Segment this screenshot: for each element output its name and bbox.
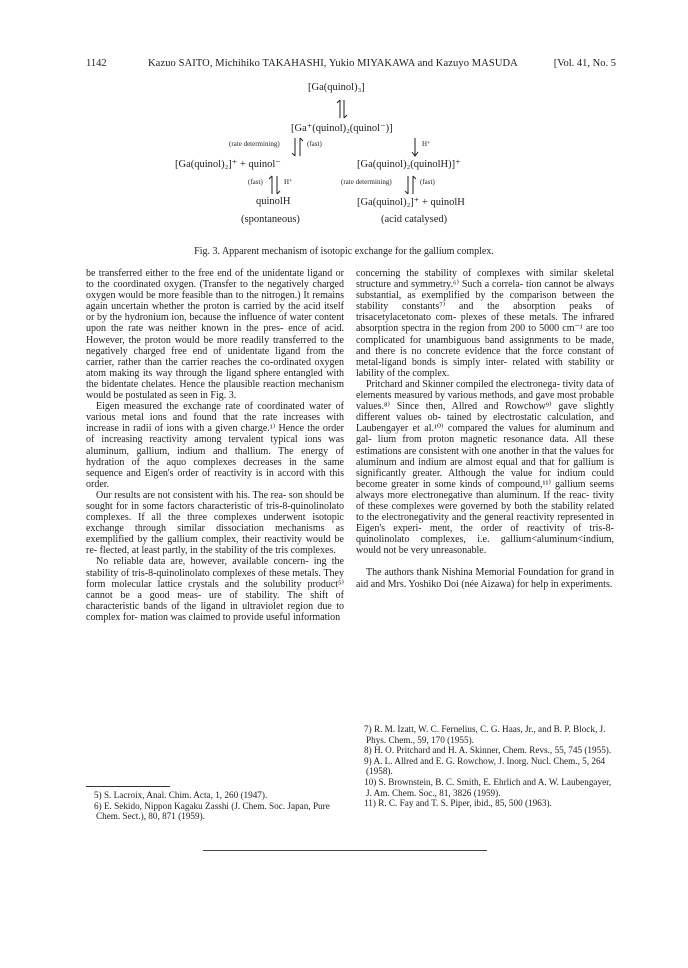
page-number: 1142 bbox=[86, 58, 107, 69]
scheme-left-final: quinolH bbox=[256, 196, 291, 207]
footnotes-left bbox=[86, 790, 344, 822]
footnote-8: 8) H. O. Pritchard and H. A. Skinner, Chem. Revs., 55, 745 (1955). bbox=[364, 745, 612, 756]
right-column bbox=[356, 268, 614, 590]
paragraph: Eigen measured the exchange rate of coordinated water of various metal ions and found that the rate increases with increase in radii of ions with a given charge.¹⁾ Hence the order of increasing reactivity among tervalent typical ions was aluminum, gallium, indium and thallium. The energy of hydration of the aquo complexes decreases in the same sequence and Eigen's order of reactivity is in accord with this order. bbox=[86, 401, 344, 490]
footnote-9: 9) A. L. Allred and E. G. Rowchow, J. Inorg. Nucl. Chem., 5, 264 (1958). bbox=[364, 755, 606, 777]
footnote-6: 6) E. Sekido, Nippon Kagaku Zasshi (J. Chem. Soc. Japan, Pure Chem. Sect.), 80, 871 (1959). bbox=[94, 800, 330, 822]
header-authors: Kazuo SAITO, Michihiko TAKAHASHI, Yukio MIYAKAWA and Kazuyo MASUDA bbox=[148, 58, 518, 69]
acknowledgement: The authors thank Nishina Memorial Foundation for grand in aid and Mrs. Yoshiko Doi (née Aizawa) for help in experiments. bbox=[356, 567, 614, 590]
footnote-10: 10) S. Brownstein, B. C. Smith, E. Ehrlich and A. W. Laubengayer, J. Am. Chem. Soc., 81, 3826 (1959). bbox=[364, 776, 612, 798]
equilibrium-arrow-left-lower bbox=[268, 174, 282, 196]
scheme-left-product: [Ga(quinol)₂]⁺ + quinol⁻ bbox=[175, 159, 281, 170]
equilibrium-arrow-top bbox=[335, 98, 349, 120]
scheme-label-fast-left: (fast) bbox=[248, 178, 263, 186]
header-volume: [Vol. 41, No. 5 bbox=[553, 58, 616, 69]
paragraph: Pritchard and Skinner compiled the electronega- tivity data of elements measured by various methods, and gave most probable values.⁸⁾ Since then, Allred and Rowchow⁹⁾ gave slightly different values ob- tained by electrostatic calculation, and Laubengayer et al.¹⁰⁾ compared the values for aluminum and gal- lium from proton magnetic resonance data. All these estimations are consistent with one another in that the values for aluminum and indium are almost equal and that for gallium is significantly greater. Although the value for indium could become greater in some kinds of compound,¹¹⁾ gallium seems always more electronegative than aluminum. If the reac- tivity of these complexes were governed by both the stability related to the electronegativity and the general reactivity represented in Eigen's experi- ment, the order of reactivity of tris-8-quinolinolato complexes, i.e. gallium<aluminum<indium, would not be very unreasonable. bbox=[356, 378, 614, 557]
scheme-left-path-type: (spontaneous) bbox=[241, 214, 300, 225]
left-column bbox=[86, 268, 344, 623]
scheme-label-rate-determining: (rate determining) bbox=[229, 140, 280, 148]
scheme-right-product: [Ga(quinol)₂(quinolH)]⁺ bbox=[357, 159, 461, 170]
figure-caption: Fig. 3. Apparent mechanism of isotopic exchange for the gallium complex. bbox=[194, 246, 494, 257]
paragraph: be transferred either to the free end of the unidentate ligand or to the coordinated oxygen. (Transfer to the negatively charged oxygen would be more feasible than to the nitrogen.) It remains again uncertain whether the proton is carried by the acid itself or by the hydronium ion, because the influence of water content upon the rate was neither known in the pres- ence of acid. However, the proton would be more readily transferred to the negatively charged free end of unidentate ligand from the carrier, rather than the carrier reaches the co-ordinated oxygen atom making its way through the ligand sphere entangled with the bidentate chelates. Hence the plausible reaction mechanism would be postulated as seen in Fig. 3. bbox=[86, 268, 344, 402]
paragraph: No reliable data are, however, available concern- ing the stability of tris-8-quinolinolato complexes of these metals. They form molecular lattice crystals and the solubility product⁵⁾ cannot be a good meas- ure of stability. The shift of characteristic bands of the ligand in ultraviolet region due to complex for- mation was claimed to provide useful information bbox=[86, 556, 344, 623]
scheme-proton-right: H⁺ bbox=[422, 140, 431, 148]
equilibrium-arrow-left-upper bbox=[291, 136, 305, 158]
paragraph: concerning the stability of complexes with similar skeletal structure and symmetry.⁶⁾ Such a correla- tion cannot be always substantial, as exemplified by the comparison between the stability constants⁷⁾ and the absorption peaks of trisacetylacetonato com- plexes of these metals. The infrared absorption spectra in the region from 200 to 5000 cm⁻¹ are too complicated for unambiguous band assignments to be made, and there is no concrete evidence that the force constant of metal-ligand bonds is simply inter- related with stability or lability of the complex. bbox=[356, 268, 614, 379]
page-end-rule bbox=[203, 850, 487, 851]
scheme-label-fast: (fast) bbox=[307, 140, 322, 148]
scheme-intermediate: [Ga⁺(quinol)₂(quinol⁻)] bbox=[291, 123, 393, 134]
footnotes-right bbox=[356, 724, 614, 809]
footnote-rule bbox=[86, 786, 170, 787]
scheme-label-rate-determining-right: (rate determining) bbox=[341, 178, 392, 186]
footnote-7: 7) R. M. Izatt, W. C. Fernelius, C. G. Haas, Jr., and B. P. Block, J. Phys. Chem., 59, 170 (1955). bbox=[364, 724, 606, 745]
scheme-right-path-type: (acid catalysed) bbox=[381, 214, 448, 225]
footnote-11: 11) R. C. Fay and T. S. Piper, ibid., 85, 500 (1963). bbox=[364, 798, 552, 809]
reaction-scheme bbox=[0, 0, 688, 260]
scheme-top-species: [Ga(quinol)₃] bbox=[308, 82, 365, 93]
equilibrium-arrow-right-lower bbox=[404, 174, 418, 196]
footnote-5: 5) S. Lacroix, Anal. Chim. Acta, 1, 260 (1947). bbox=[94, 790, 268, 800]
paragraph: Our results are not consistent with his. The rea- son should be sought for in some factors characteristic of tris-8-quinolinolato complexes. If all the three complexes underwent isotopic exchange through similar dissociation mechanisms as exemplified by the gallium complex, their reactivity would be re- flected, at least partly, in the stability of the tris complexes. bbox=[86, 489, 344, 557]
scheme-label-fast-right: (fast) bbox=[420, 178, 435, 186]
scheme-proton-left: H⁺ bbox=[284, 178, 293, 186]
scheme-right-final: [Ga(quinol)₂]⁺ + quinolH bbox=[357, 197, 465, 208]
arrow-right-down bbox=[411, 136, 421, 158]
